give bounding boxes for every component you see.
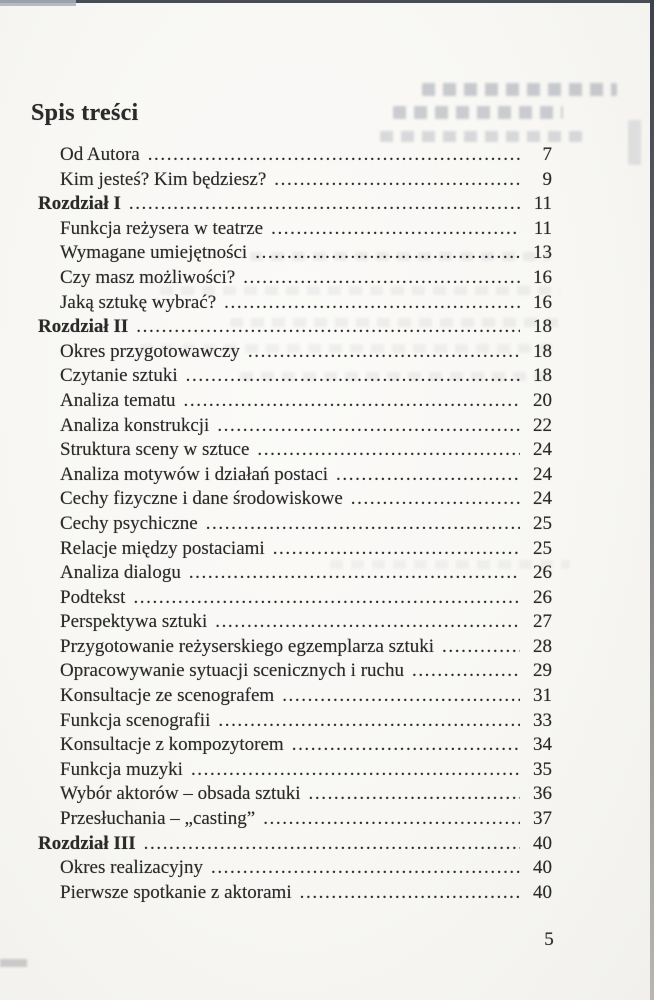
toc-entry-title: Przesłuchania – „casting” [60, 808, 256, 830]
toc-entry [38, 610, 552, 635]
toc-entry-title: Kim jesteś? Kim będziesz? [60, 168, 267, 190]
toc-entry-title: Analiza motywów i działań postaci [60, 463, 329, 485]
scan-smudge-bottom-left [0, 959, 27, 967]
dot-leader [224, 291, 520, 316]
toc-entry [38, 241, 552, 266]
toc-entry-title: Jaką sztukę wybrać? [60, 291, 217, 313]
dot-leader [136, 315, 520, 340]
toc-entry-title: Od Autora [60, 144, 140, 165]
toc-entry-page: 26 [533, 562, 552, 584]
dot-leader [282, 684, 520, 709]
toc-entry-title: Analiza tematu [60, 389, 176, 411]
page-number: 5 [544, 929, 554, 950]
bleed-through-text-artifact [422, 83, 617, 96]
toc-entry-title: Funkcja reżysera w teatrze [60, 217, 264, 239]
toc-entry [38, 709, 552, 734]
toc-entry [38, 733, 552, 758]
toc-entry [38, 168, 552, 193]
toc-entry-title: Konsultacje ze scenografem [60, 685, 275, 707]
toc-entry-title: Funkcja muzyki [60, 758, 183, 780]
bleed-through-text-artifact [628, 120, 646, 165]
dot-leader [292, 733, 520, 758]
toc-entry-title: Przygotowanie reżyserskiego egzemplarza sztuki [60, 635, 435, 657]
dot-leader [206, 512, 520, 537]
toc-entry-page: 22 [533, 414, 552, 436]
toc-entry-page: 16 [533, 266, 552, 288]
toc-entry-title: Rozdział I [38, 193, 121, 215]
toc-entry [38, 832, 552, 857]
toc-entry [38, 364, 552, 389]
toc-entry [38, 561, 552, 586]
toc-entry-title: Pierwsze spotkanie z aktorami [60, 881, 292, 903]
toc-entry-page: 24 [533, 439, 552, 461]
toc-entry [38, 340, 552, 365]
toc-entry-page: 34 [533, 734, 552, 756]
toc-entry [38, 438, 552, 463]
toc-entry [38, 217, 552, 242]
scan-edge-right [650, 0, 654, 1000]
scan-edge-top-left-mark [0, 0, 76, 6]
toc-entry-title: Struktura sceny w sztuce [60, 439, 250, 461]
dot-leader [351, 487, 520, 512]
toc-entry [38, 315, 552, 340]
toc-entry-page: 33 [533, 709, 552, 731]
bleed-through-text-artifact [393, 106, 563, 119]
toc-entry-page: 29 [533, 660, 552, 682]
toc-entry-page: 31 [533, 685, 552, 707]
toc-entry-title: Perspektywa sztuki [60, 611, 208, 633]
toc-entry-title: Analiza konstrukcji [60, 414, 210, 436]
toc-entry-page: 13 [533, 242, 552, 264]
toc-entry-title: Wymagane umiejętności [60, 242, 248, 264]
toc-entry [38, 659, 552, 684]
toc-entry-page: 27 [533, 611, 552, 633]
toc-entry-title: Rozdział II [38, 316, 129, 338]
toc-entry-page: 37 [533, 808, 552, 830]
toc-entry-page: 7 [542, 144, 552, 165]
dot-leader [336, 463, 520, 488]
dot-leader [243, 266, 520, 291]
toc-entry-title: Opracowywanie sytuacji scenicznych i ruchu [60, 660, 404, 682]
toc-entry-title: Podtekst [60, 586, 126, 608]
page-title: Spis treści [31, 100, 139, 127]
toc-entry-page: 25 [533, 537, 552, 559]
toc-entry [38, 143, 552, 168]
dot-leader [211, 856, 520, 881]
toc-entry-page: 36 [533, 783, 552, 805]
toc-entry [38, 389, 552, 414]
toc-entry [38, 807, 552, 832]
dot-leader [273, 537, 520, 562]
toc-entry [38, 512, 552, 537]
toc-entry-page: 40 [533, 857, 552, 879]
toc-entry-title: Czy masz możliwości? [60, 266, 236, 288]
dot-leader [144, 832, 520, 857]
toc-entry [38, 758, 552, 783]
dot-leader [257, 438, 520, 463]
toc-entry [38, 266, 552, 291]
dot-leader [309, 782, 520, 807]
toc-entry-title: Okres przygotowawczy [60, 340, 240, 362]
dot-leader [271, 217, 520, 242]
dot-leader [218, 709, 520, 734]
toc-entry-page: 20 [533, 389, 552, 411]
toc-entry-title: Relacje między postaciami [60, 537, 265, 559]
toc-entry [38, 635, 552, 660]
toc-entry-title: Cechy psychiczne [60, 512, 198, 534]
toc-entry [38, 537, 552, 562]
toc-entry [38, 414, 552, 439]
toc-entry-page: 18 [533, 340, 552, 362]
toc-entry-title: Czytanie sztuki [60, 365, 178, 387]
toc-entry-title: Wybór aktorów – obsada sztuki [60, 783, 301, 805]
dot-leader [189, 561, 520, 586]
toc-entry-page: 25 [533, 512, 552, 534]
toc-entry-page: 40 [533, 881, 552, 903]
toc-entry [38, 487, 552, 512]
dot-leader [442, 635, 520, 660]
dot-leader [133, 586, 520, 611]
toc-entry-page: 40 [533, 832, 552, 854]
toc-entry [38, 684, 552, 709]
toc-entry [38, 192, 552, 217]
toc-entry-page: 28 [533, 635, 552, 657]
toc-entry-title: Rozdział III [38, 832, 136, 854]
toc-entry [38, 463, 552, 488]
toc-entry-page: 11 [533, 193, 552, 215]
bleed-through-text-artifact [380, 131, 582, 142]
toc-entry-page: 35 [533, 758, 552, 780]
dot-leader [215, 610, 520, 635]
toc-entry-page: 24 [533, 463, 552, 485]
toc-entry-page: 18 [533, 365, 552, 387]
dot-leader [248, 340, 520, 365]
dot-leader [217, 414, 520, 439]
toc-entry-title: Funkcja scenografii [60, 709, 211, 731]
toc-entry-title: Cechy fizyczne i dane środowiskowe [60, 488, 343, 510]
toc-entry [38, 586, 552, 611]
dot-leader [186, 364, 520, 389]
toc-entry-page: 26 [533, 586, 552, 608]
scan-edge-top [0, 0, 654, 3]
dot-leader [263, 807, 520, 832]
dot-leader [148, 143, 520, 168]
dot-leader [412, 659, 520, 684]
toc-entry [38, 782, 552, 807]
dot-leader [255, 241, 520, 266]
table-of-contents [38, 143, 552, 905]
toc-entry-page: 16 [533, 291, 552, 313]
dot-leader [129, 192, 520, 217]
toc-entry-page: 24 [533, 488, 552, 510]
toc-entry-page: 11 [533, 217, 552, 239]
toc-entry [38, 291, 552, 316]
toc-entry-page: 9 [542, 168, 552, 190]
dot-leader [274, 168, 520, 193]
toc-entry-title: Okres realizacyjny [60, 857, 203, 879]
dot-leader [184, 389, 520, 414]
dot-leader [191, 758, 520, 783]
toc-entry-title: Analiza dialogu [60, 562, 181, 584]
toc-entry [38, 856, 552, 881]
toc-entry-page: 18 [533, 316, 552, 338]
toc-entry-title: Konsultacje z kompozytorem [60, 734, 284, 756]
dot-leader [300, 881, 520, 906]
toc-entry [38, 881, 552, 906]
